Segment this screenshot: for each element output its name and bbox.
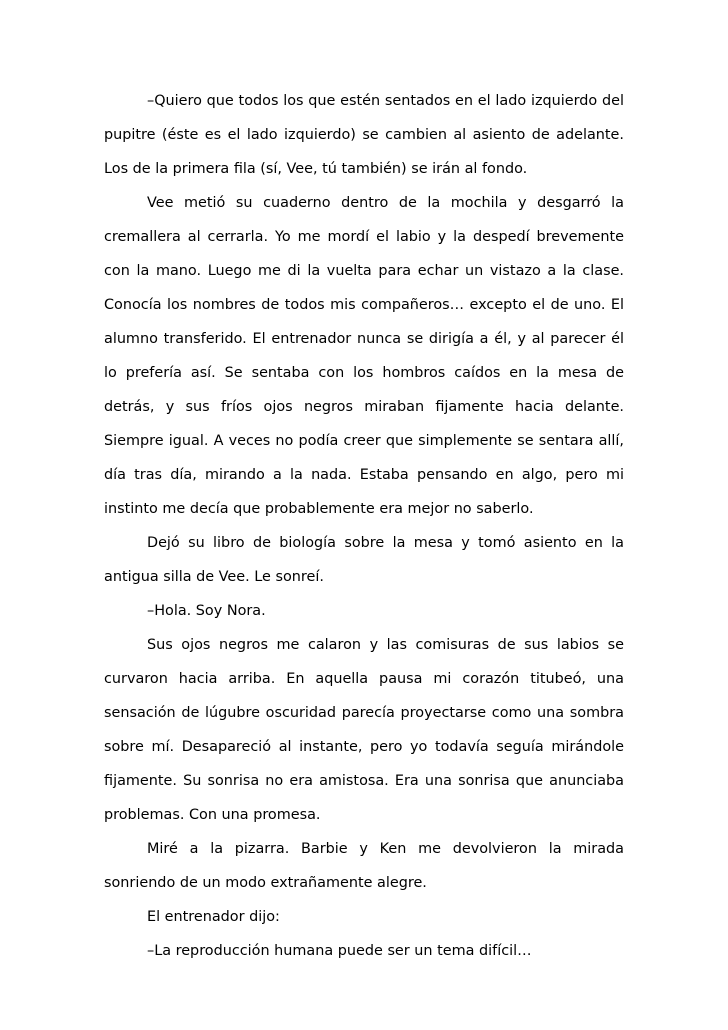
paragraph-2: Vee metió su cuaderno dentro de la mochila y desgarró la cremallera al cerrarla. Yo me mordí el labio y la despedí brevemente con la mano. Luego me di la vuelta para echar un vistazo a la clase. Conocía los nombres de todos mis compañeros… excepto el de uno. El alumno transferido. El entrenador nunca se dirigía a él, y al parecer él lo prefería así. Se sentaba con los hombros caídos en la mesa de detrás, y sus fríos ojos negros miraban fijamente hacia delante. Siempre igual. A veces no podía creer que simplemente se sentara allí, día tras día, mirando a la nada. Estaba pensando en algo, pero mi instinto me decía que probablemente era mejor no saberlo.	[104, 195, 624, 517]
paragraph-8: –La reproducción humana puede ser un tema difícil…	[147, 943, 532, 959]
paragraph-6: Miré a la pizarra. Barbie y Ken me devolvieron la mirada sonriendo de un modo extrañamente alegre.	[104, 841, 624, 891]
body-text	[104, 84, 624, 968]
paragraph-7: El entrenador dijo:	[147, 909, 280, 925]
paragraph-1: –Quiero que todos los que estén sentados en el lado izquierdo del pupitre (éste es el lado izquierdo) se cambien al asiento de adelante. Los de la primera fila (sí, Vee, tú también) se irán al fondo.	[104, 93, 624, 177]
paragraph-3: Dejó su libro de biología sobre la mesa y tomó asiento en la antigua silla de Vee. Le sonreí.	[104, 535, 624, 585]
paragraph-4: –Hola. Soy Nora.	[147, 603, 266, 619]
paragraph-5: Sus ojos negros me calaron y las comisuras de sus labios se curvaron hacia arriba. En aquella pausa mi corazón titubeó, una sensación de lúgubre oscuridad parecía proyectarse como una sombra sobre mí. Desapareció al instante, pero yo todavía seguía mirándole fijamente. Su sonrisa no era amistosa. Era una sonrisa que anunciaba problemas. Con una promesa.	[104, 637, 624, 823]
